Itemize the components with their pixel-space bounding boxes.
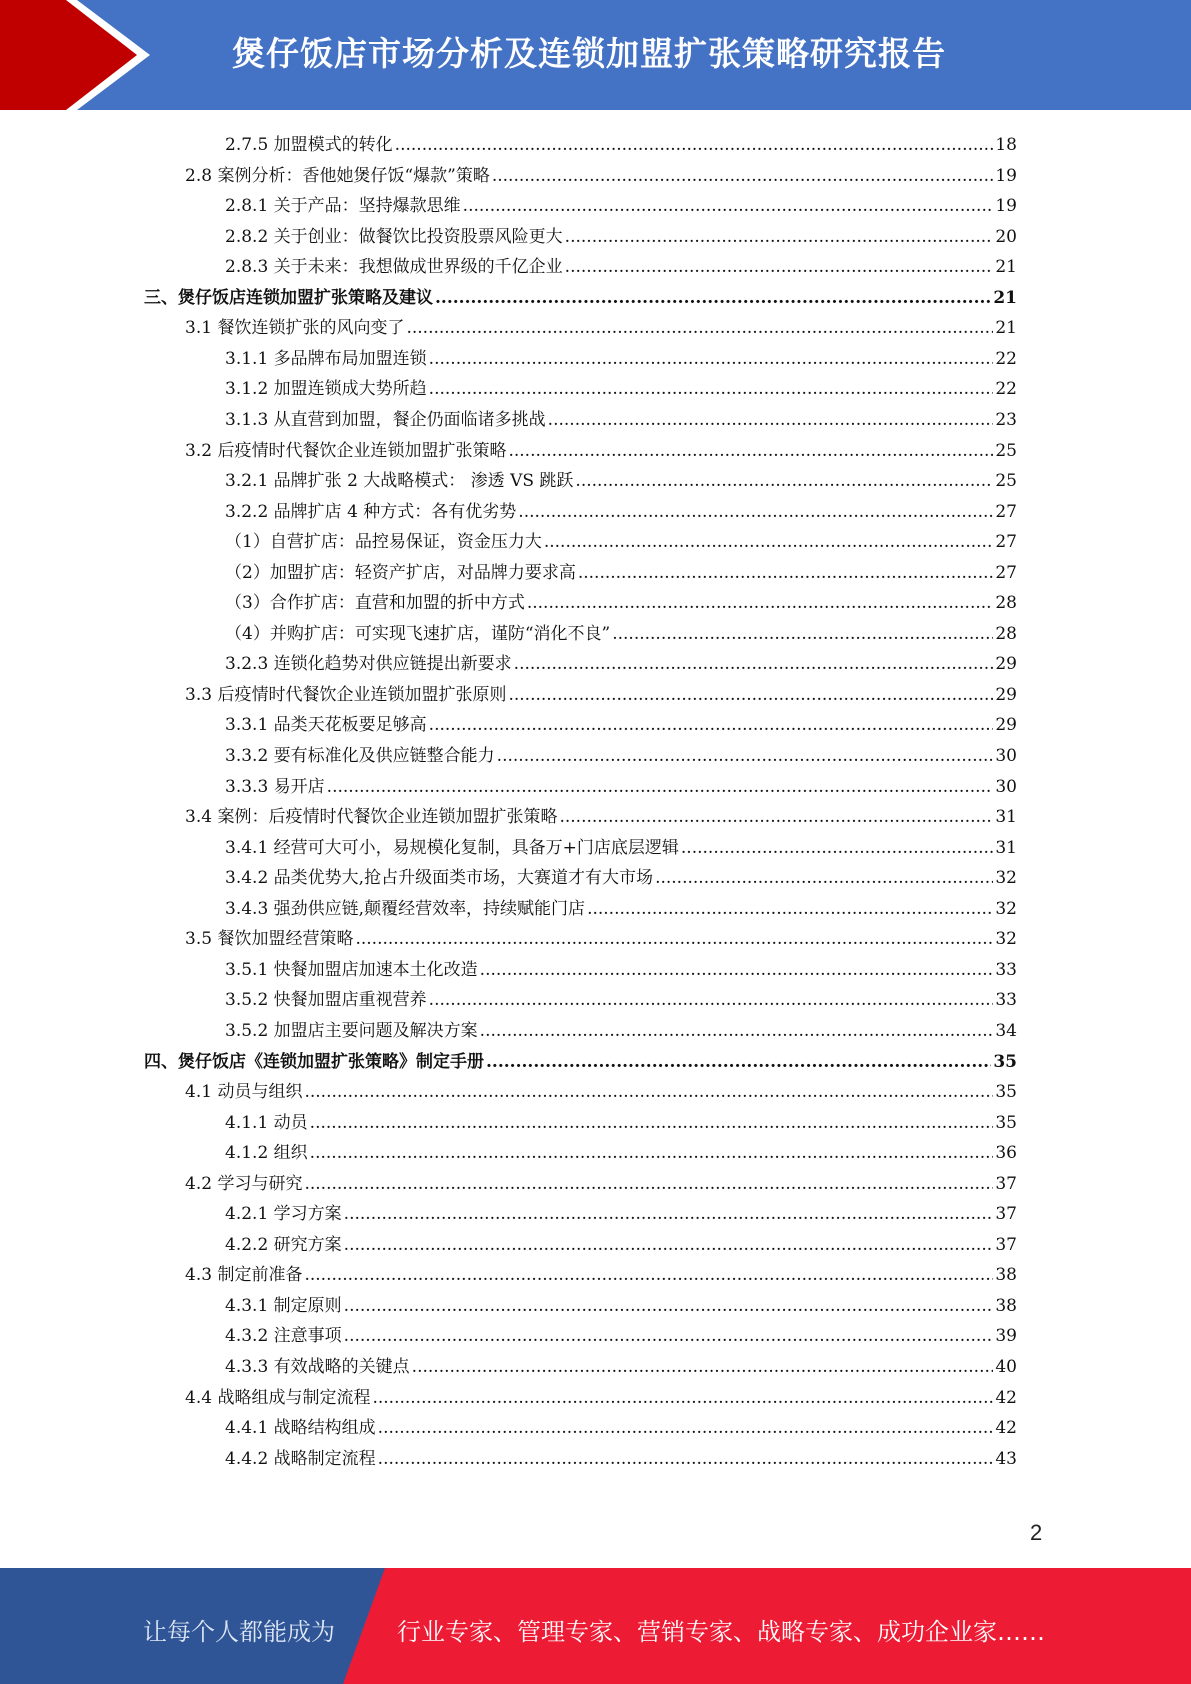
toc-entry-title: （3）合作扩店：直营和加盟的折中方式 bbox=[225, 593, 525, 614]
toc-entry-title: 4.4.1 战略结构组成 bbox=[225, 1418, 376, 1439]
toc-entry[interactable] bbox=[144, 1047, 1017, 1077]
toc-entry[interactable] bbox=[225, 1413, 1017, 1443]
toc-entry-page: 35 bbox=[995, 1082, 1017, 1103]
toc-entry-page: 21 bbox=[995, 257, 1017, 278]
toc-entry-title: 2.8.1 关于产品：坚持爆款思维 bbox=[225, 196, 461, 217]
dot-leader bbox=[612, 624, 993, 644]
dot-leader bbox=[463, 196, 994, 216]
toc-entry-title: 3.1 餐饮连锁扩张的风向变了 bbox=[185, 318, 405, 339]
toc-entry-title: 4.2.2 研究方案 bbox=[225, 1234, 342, 1255]
document-title: 煲仔饭店市场分析及连锁加盟扩张策略研究报告 bbox=[232, 34, 946, 73]
toc-entry[interactable] bbox=[225, 741, 1017, 771]
toc-entry[interactable] bbox=[185, 1169, 1017, 1199]
dot-leader bbox=[412, 1357, 994, 1377]
dot-leader bbox=[565, 257, 994, 277]
toc-entry-title: 4.1.2 组织 bbox=[225, 1143, 308, 1164]
dot-leader bbox=[480, 960, 994, 980]
toc-entry[interactable] bbox=[225, 772, 1017, 802]
toc-entry-title: 4.1 动员与组织 bbox=[185, 1082, 303, 1103]
footer-slogan-right: 行业专家、管理专家、营销专家、战略专家、成功企业家…… bbox=[397, 1618, 1045, 1646]
toc-entry-title: 3.4.2 品类优势大,抢占升级面类市场，大赛道才有大市场 bbox=[225, 868, 654, 889]
toc-entry[interactable] bbox=[225, 955, 1017, 985]
toc-entry-title: 3.5.2 加盟店主要问题及解决方案 bbox=[225, 1020, 478, 1041]
toc-entry-title: （4）并购扩店：可实现飞速扩店，谨防“消化不良” bbox=[225, 623, 611, 644]
toc-entry[interactable] bbox=[225, 374, 1017, 404]
toc-entry-title: 3.3 后疫情时代餐饮企业连锁加盟扩张原则 bbox=[185, 684, 507, 705]
toc-entry[interactable] bbox=[225, 1352, 1017, 1382]
toc-entry-page: 29 bbox=[995, 715, 1017, 736]
toc-entry-page: 38 bbox=[995, 1295, 1017, 1316]
toc-entry-title: 4.2 学习与研究 bbox=[185, 1173, 303, 1194]
toc-entry-title: 3.3.1 品类天花板要足够高 bbox=[225, 715, 427, 736]
toc-entry[interactable] bbox=[225, 527, 1017, 557]
toc-entry-page: 23 bbox=[995, 409, 1017, 430]
dot-leader bbox=[497, 746, 994, 766]
toc-entry-page: 22 bbox=[995, 379, 1017, 400]
dot-leader bbox=[508, 441, 993, 461]
toc-entry-page: 30 bbox=[995, 746, 1017, 766]
toc-entry[interactable] bbox=[225, 1016, 1017, 1046]
toc-entry[interactable] bbox=[225, 1321, 1017, 1351]
dot-leader bbox=[395, 135, 994, 155]
dot-leader bbox=[429, 349, 994, 369]
toc-entry-page: 32 bbox=[995, 929, 1017, 950]
toc-entry[interactable] bbox=[225, 466, 1017, 496]
toc-entry[interactable] bbox=[185, 802, 1017, 832]
toc-entry-title: 4.3.1 制定原则 bbox=[225, 1295, 342, 1316]
dot-leader bbox=[492, 166, 994, 186]
toc-entry[interactable] bbox=[225, 1444, 1017, 1474]
dot-leader bbox=[344, 1296, 994, 1316]
dot-leader bbox=[565, 227, 994, 247]
toc-entry-page: 32 bbox=[995, 898, 1017, 919]
toc-entry[interactable] bbox=[225, 833, 1017, 863]
toc-entry[interactable] bbox=[225, 1291, 1017, 1321]
dot-leader bbox=[310, 1143, 994, 1163]
footer-slogan-left: 让每个人都能成为 bbox=[143, 1618, 335, 1646]
toc-entry[interactable] bbox=[225, 1108, 1017, 1138]
toc-entry-title: 3.2 后疫情时代餐饮企业连锁加盟扩张策略 bbox=[185, 440, 507, 461]
toc-entry[interactable] bbox=[225, 191, 1017, 221]
dot-leader bbox=[372, 1388, 993, 1408]
dot-leader bbox=[681, 838, 993, 858]
toc-entry-page: 35 bbox=[993, 1051, 1017, 1072]
toc-entry-title: 3.2.1 品牌扩张 2 大战略模式： 渗透 VS 跳跃 bbox=[225, 471, 574, 492]
toc-entry[interactable] bbox=[225, 344, 1017, 374]
toc-entry[interactable] bbox=[225, 252, 1017, 282]
toc-entry[interactable] bbox=[225, 619, 1017, 649]
toc-entry-page: 29 bbox=[995, 654, 1017, 675]
dot-leader bbox=[575, 471, 993, 491]
dot-leader bbox=[480, 1021, 994, 1041]
dot-leader bbox=[344, 1204, 994, 1224]
page-footer bbox=[0, 1568, 1191, 1684]
dot-leader bbox=[578, 563, 994, 583]
dot-leader bbox=[655, 868, 993, 888]
toc-entry-page: 31 bbox=[995, 807, 1017, 828]
dot-leader bbox=[304, 1174, 993, 1194]
toc-entry-page: 42 bbox=[995, 1418, 1017, 1439]
toc-entry-page: 40 bbox=[995, 1357, 1017, 1377]
toc-entry-page: 36 bbox=[995, 1143, 1017, 1164]
toc-entry-page: 37 bbox=[995, 1234, 1017, 1255]
toc-entry-title: 4.3 制定前准备 bbox=[185, 1265, 303, 1286]
dot-leader bbox=[486, 1052, 991, 1072]
toc-entry-title: 4.1.1 动员 bbox=[225, 1112, 308, 1133]
toc-entry-page: 18 bbox=[995, 135, 1017, 155]
toc-entry-title: 3.2.3 连锁化趋势对供应链提出新要求 bbox=[225, 654, 512, 675]
dot-leader bbox=[304, 1082, 993, 1102]
toc-entry-title: （2）加盟扩店：轻资产扩店，对品牌力要求高 bbox=[225, 562, 576, 583]
toc-entry-page: 37 bbox=[995, 1204, 1017, 1225]
toc-entry-title: 3.4.1 经营可大可小，易规模化复制，具备万+门店底层逻辑 bbox=[225, 837, 679, 858]
toc-entry-page: 28 bbox=[995, 623, 1017, 644]
toc-entry-page: 29 bbox=[995, 684, 1017, 705]
toc-entry-title: 3.1.3 从直营到加盟，餐企仍面临诸多挑战 bbox=[225, 409, 546, 430]
toc-entry-title: 四、煲仔饭店《连锁加盟扩张策略》制定手册 bbox=[144, 1051, 484, 1072]
toc-entry[interactable] bbox=[225, 863, 1017, 893]
toc-entry-page: 21 bbox=[995, 318, 1017, 339]
toc-entry-title: 3.4 案例：后疫情时代餐饮企业连锁加盟扩张策略 bbox=[185, 807, 558, 828]
dot-leader bbox=[355, 929, 993, 949]
dot-leader bbox=[435, 288, 991, 308]
toc-entry[interactable] bbox=[225, 649, 1017, 679]
toc-entry-title: 3.5.2 快餐加盟店重视营养 bbox=[225, 990, 427, 1011]
toc-entry-page: 19 bbox=[995, 196, 1017, 217]
dot-leader bbox=[548, 410, 994, 430]
dot-leader bbox=[304, 1265, 993, 1285]
toc-entry-page: 31 bbox=[995, 837, 1017, 858]
toc-entry-title: 3.2.2 品牌扩店 4 种方式：各有优劣势 bbox=[225, 501, 517, 522]
dot-leader bbox=[544, 532, 994, 552]
toc-entry-page: 43 bbox=[995, 1448, 1017, 1469]
toc-entry-page: 35 bbox=[995, 1112, 1017, 1133]
dot-leader bbox=[429, 990, 994, 1010]
toc-entry[interactable] bbox=[225, 405, 1017, 435]
toc-entry-page: 21 bbox=[993, 287, 1017, 308]
toc-entry[interactable] bbox=[225, 130, 1017, 160]
dot-leader bbox=[429, 715, 994, 735]
dot-leader bbox=[406, 318, 993, 338]
dot-leader bbox=[378, 1449, 994, 1469]
toc-entry[interactable] bbox=[225, 497, 1017, 527]
toc-entry-title: 2.8.3 关于未来：我想做成世界级的千亿企业 bbox=[225, 257, 563, 278]
dot-leader bbox=[429, 379, 994, 399]
toc-entry[interactable] bbox=[185, 436, 1017, 466]
toc-entry-page: 25 bbox=[995, 440, 1017, 461]
toc-entry-page: 27 bbox=[995, 532, 1017, 553]
arrow-logo-icon bbox=[0, 0, 160, 110]
toc-entry-page: 27 bbox=[995, 501, 1017, 522]
toc-entry[interactable] bbox=[185, 1260, 1017, 1290]
toc-entry-page: 19 bbox=[995, 165, 1017, 186]
dot-leader bbox=[514, 654, 994, 674]
toc-entry-page: 34 bbox=[995, 1020, 1017, 1041]
toc-entry-title: 4.2.1 学习方案 bbox=[225, 1204, 342, 1225]
dot-leader bbox=[378, 1418, 994, 1438]
dot-leader bbox=[310, 1113, 994, 1133]
toc-entry-title: 4.4.2 战略制定流程 bbox=[225, 1448, 376, 1469]
toc-entry-title: 3.1.2 加盟连锁成大势所趋 bbox=[225, 379, 427, 400]
toc-entry-title: （1）自营扩店：品控易保证，资金压力大 bbox=[225, 532, 542, 553]
toc-entry-page: 37 bbox=[995, 1173, 1017, 1194]
dot-leader bbox=[344, 1326, 994, 1346]
toc-entry-page: 20 bbox=[995, 226, 1017, 247]
dot-leader bbox=[344, 1235, 994, 1255]
toc-entry-page: 28 bbox=[995, 593, 1017, 614]
toc-entry[interactable] bbox=[225, 985, 1017, 1015]
toc-entry-title: 3.4.3 强劲供应链,颠覆经营效率，持续赋能门店 bbox=[225, 898, 586, 919]
toc-entry-page: 33 bbox=[995, 959, 1017, 980]
toc-entry[interactable] bbox=[185, 313, 1017, 343]
toc-entry[interactable] bbox=[225, 558, 1017, 588]
dot-leader bbox=[527, 593, 994, 613]
toc-entry-page: 38 bbox=[995, 1265, 1017, 1286]
toc-entry-page: 25 bbox=[995, 471, 1017, 492]
toc-entry[interactable] bbox=[225, 710, 1017, 740]
toc-entry-title: 4.4 战略组成与制定流程 bbox=[185, 1387, 371, 1408]
page-number: 2 bbox=[1030, 1520, 1043, 1545]
toc-entry-title: 三、煲仔饭店连锁加盟扩张策略及建议 bbox=[144, 287, 433, 308]
toc-entry-page: 30 bbox=[995, 776, 1017, 797]
toc-entry-title: 3.3.2 要有标准化及供应链整合能力 bbox=[225, 746, 495, 766]
toc-entry-title: 4.3.3 有效战略的关键点 bbox=[225, 1357, 410, 1377]
toc-entry-page: 33 bbox=[995, 990, 1017, 1011]
toc-entry[interactable] bbox=[185, 1383, 1017, 1413]
toc-entry[interactable] bbox=[225, 222, 1017, 252]
toc-entry-title: 3.3.3 易开店 bbox=[225, 776, 325, 797]
toc-entry[interactable] bbox=[225, 894, 1017, 924]
toc-entry[interactable] bbox=[225, 1230, 1017, 1260]
toc-entry-title: 4.3.2 注意事项 bbox=[225, 1326, 342, 1347]
toc-entry[interactable] bbox=[225, 1199, 1017, 1229]
dot-leader bbox=[587, 899, 993, 919]
toc-entry-title: 3.5 餐饮加盟经营策略 bbox=[185, 929, 354, 950]
toc-entry-page: 39 bbox=[995, 1326, 1017, 1347]
toc-entry[interactable] bbox=[185, 1077, 1017, 1107]
dot-leader bbox=[508, 685, 993, 705]
toc-entry[interactable] bbox=[225, 588, 1017, 618]
toc-entry-title: 3.5.1 快餐加盟店加速本土化改造 bbox=[225, 959, 478, 980]
toc-entry-page: 22 bbox=[995, 348, 1017, 369]
page-header bbox=[0, 0, 1191, 110]
toc-entry-page: 32 bbox=[995, 868, 1017, 889]
toc-entry[interactable] bbox=[144, 283, 1017, 313]
dot-leader bbox=[518, 502, 993, 522]
toc-entry[interactable] bbox=[185, 161, 1017, 191]
toc-entry[interactable] bbox=[185, 924, 1017, 954]
toc-entry[interactable] bbox=[225, 1138, 1017, 1168]
dot-leader bbox=[559, 807, 993, 827]
toc-entry[interactable] bbox=[185, 680, 1017, 710]
toc-entry-title: 2.7.5 加盟模式的转化 bbox=[225, 135, 393, 155]
toc-entry-page: 42 bbox=[995, 1387, 1017, 1408]
toc-entry-title: 2.8.2 关于创业：做餐饮比投资股票风险更大 bbox=[225, 226, 563, 247]
toc-entry-title: 3.1.1 多品牌布局加盟连锁 bbox=[225, 348, 427, 369]
dot-leader bbox=[327, 777, 994, 797]
toc-entry-page: 27 bbox=[995, 562, 1017, 583]
toc-entry-title: 2.8 案例分析：香他她煲仔饭“爆款”策略 bbox=[185, 165, 490, 186]
